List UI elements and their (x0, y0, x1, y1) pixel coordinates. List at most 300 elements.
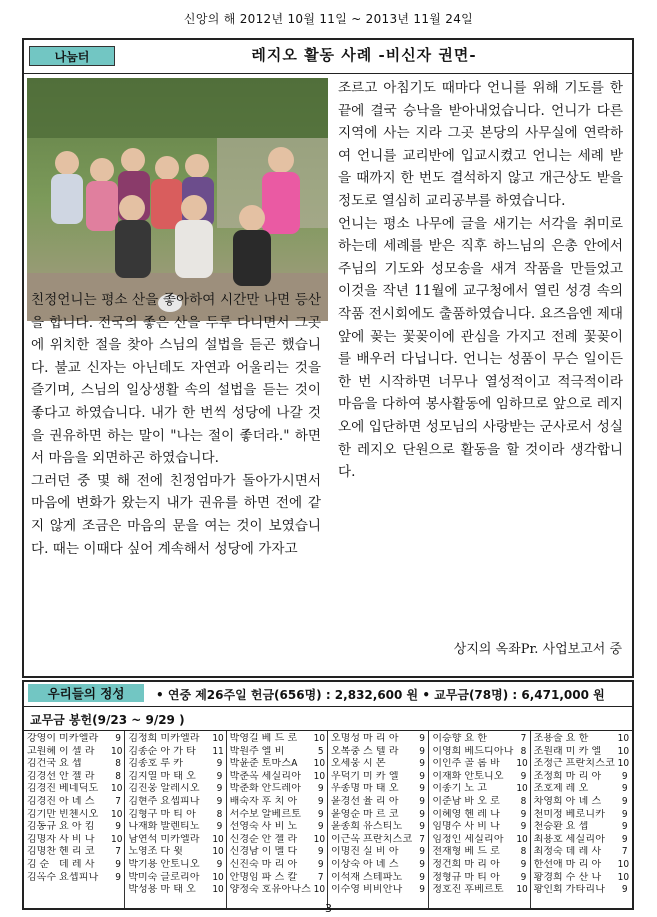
donor-name: 임정인 (432, 833, 462, 845)
donor-count: 9 (419, 770, 425, 782)
donor-row (328, 733, 428, 746)
donor-name: 이종기 (432, 783, 462, 795)
donor-count: 8 (216, 808, 223, 820)
donor-count: 7 (520, 733, 527, 744)
donor-count: 10 (313, 758, 326, 770)
donor-name: 강영이 (27, 733, 56, 744)
donor-name: 이상숙 (331, 858, 360, 870)
donor-row (227, 821, 327, 834)
donor-baptismal-name: 수 산 나 (565, 871, 602, 883)
donor-count: 9 (216, 821, 223, 833)
donor-name: 이인주 (432, 758, 462, 770)
donor-row (328, 796, 428, 809)
article-title: 레지오 활동 사례 -비신자 권면- (251, 46, 477, 64)
donor-row (227, 809, 327, 822)
donor-name: 이수영 (331, 884, 360, 896)
donor-name: 김옥수 (27, 871, 56, 883)
donor-count: 10 (212, 846, 224, 858)
article-title-bar (24, 40, 632, 74)
donor-baptismal-name: 바 오 로 (464, 795, 501, 807)
donor-row (227, 872, 327, 885)
donor-row (328, 746, 428, 759)
donor-row (328, 846, 428, 859)
donor-row (24, 771, 124, 784)
donor-count: 9 (115, 858, 121, 870)
donor-grid (24, 731, 632, 908)
donor-count: 7 (115, 846, 121, 858)
donor-count: 8 (520, 846, 527, 858)
donor-name: 김 순 (27, 858, 50, 870)
donor-count: 10 (212, 733, 224, 744)
donor-count: 9 (115, 733, 121, 744)
donor-baptismal-name: 가타리나 (565, 884, 606, 896)
donor-row (531, 846, 632, 859)
donor-row (227, 771, 327, 784)
donor-name: 나재화 (128, 821, 158, 833)
donor-name: 조용술 (533, 733, 563, 744)
donor-baptismal-name: 파 스 칼 (261, 871, 298, 883)
article-frame (22, 38, 634, 678)
donor-count: 9 (520, 821, 527, 833)
donor-name: 김명찬 (27, 846, 56, 858)
page-header: 신앙의 해 2012년 10월 11일 ~ 2013년 11월 24일 (183, 12, 474, 26)
donor-count: 10 (313, 733, 326, 744)
donor-name: 최용호 (533, 833, 563, 845)
donor-count: 9 (317, 858, 324, 870)
donor-name: 김현주 (128, 795, 158, 807)
donor-baptismal-name: 마 태 오 (160, 884, 197, 896)
donor-count: 9 (520, 871, 527, 883)
donor-count: 9 (317, 846, 324, 858)
donor-count: 7 (419, 833, 425, 845)
donor-baptismal-name: 요 아 킴 (59, 821, 95, 833)
donor-row (24, 834, 124, 847)
donor-row (429, 796, 529, 809)
donor-baptismal-name: 율 리 아 (363, 795, 399, 807)
donor-name: 고원혜 (27, 745, 56, 757)
donor-count: 9 (216, 783, 223, 795)
donor-baptismal-name: 사 비 나 (59, 833, 95, 845)
donor-name: 서수보 (229, 808, 259, 820)
donor-baptismal-name: 알레시오 (160, 783, 200, 795)
donor-row (429, 859, 529, 872)
donor-name: 이승향 (432, 733, 462, 744)
donor-baptismal-name: 데 레 사 (59, 858, 95, 870)
donor-baptismal-name: 사 비 노 (261, 821, 298, 833)
donor-row (125, 746, 225, 759)
donor-baptismal-name: 세실리아 (464, 833, 504, 845)
donor-count: 9 (419, 846, 425, 858)
donor-baptismal-name: 빈첸시오 (59, 808, 99, 820)
donor-count: 9 (419, 733, 425, 744)
donor-count: 9 (621, 821, 628, 833)
donor-name: 전재형 (432, 846, 462, 858)
donor-name: 조호제 (533, 783, 563, 795)
donor-row (227, 758, 327, 771)
donor-name: 김건국 (27, 758, 56, 770)
donor-row (429, 846, 529, 859)
donor-count: 9 (419, 884, 425, 896)
donor-row (227, 884, 327, 897)
paragraph: 친정언니는 평소 산을 좋아하여 시간만 나면 등산을 합니다. 전국의 좋은 산을 두루 다니면서 그곳에 위치한 절을 찾아 스님의 설법을 듣곤 했습니다. 불교 신자는 아닌데도 자연과 어울리는 것을 즐기며, 스님의 일상생활 속의 설법을 듣는 것이 좋다고 하였습니다. 내가 한 번씩 성당에 나갈 것을 권유하면 하는 말이 "나는 절이 좋더라." 하면서 마음을 외면하곤 하였습니다. (31, 292, 321, 467)
donor-count: 9 (419, 758, 425, 770)
donor-row (531, 758, 632, 771)
donor-name: 이준남 (432, 795, 462, 807)
donor-row (125, 834, 225, 847)
donor-name: 이근옥 (331, 833, 360, 845)
donor-baptismal-name: 안드레아 (261, 783, 302, 795)
donor-count: 10 (617, 745, 630, 757)
donor-baptismal-name: 마 르 코 (363, 808, 399, 820)
donor-baptismal-name: 프란치스코 (363, 833, 413, 845)
donor-name: 신경순 (229, 833, 259, 845)
donor-name: 신경남 (229, 846, 259, 858)
donor-count: 9 (317, 783, 324, 795)
donor-count: 9 (520, 858, 527, 870)
donor-count: 10 (313, 833, 326, 845)
donor-count: 9 (621, 795, 628, 807)
donor-row (531, 733, 632, 746)
donor-baptismal-name: 발렌티노 (160, 821, 200, 833)
donor-count: 9 (621, 833, 628, 845)
donor-baptismal-name: 실 비 아 (363, 846, 399, 858)
donor-baptismal-name: 미카엘라 (59, 733, 99, 744)
donor-name: 정형규 (432, 871, 462, 883)
donor-row (429, 771, 529, 784)
donation-label: 우리들의 정성 (28, 684, 144, 702)
donor-name: 박춘옥 (229, 770, 259, 782)
donor-name: 차영희 (533, 795, 563, 807)
donor-name: 김지열 (128, 770, 158, 782)
donor-name: 황경희 (533, 871, 563, 883)
donor-name: 남연석 (128, 833, 158, 845)
donor-count: 10 (516, 833, 528, 845)
donor-name: 신진숙 (229, 858, 259, 870)
donor-baptismal-name: 요 셉 (565, 821, 589, 833)
donor-count: 9 (520, 770, 527, 782)
donor-name: 박춘화 (229, 783, 259, 795)
donor-row (328, 821, 428, 834)
donor-baptismal-name: 안 젤 라 (59, 770, 95, 782)
donor-row (227, 796, 327, 809)
donor-baptismal-name: 헨 리 코 (59, 846, 95, 858)
donor-row (429, 733, 529, 746)
donor-name: 김진웅 (128, 783, 158, 795)
donor-baptismal-name: 세실리아 (565, 833, 606, 845)
donor-count: 9 (216, 795, 223, 807)
donor-count: 10 (111, 745, 123, 757)
week-label: 교무금 봉헌(9/23 ~ 9/29 ) (30, 713, 185, 727)
donor-name: 윤경선 (331, 795, 360, 807)
donor-row (125, 872, 225, 885)
donor-baptismal-name: 마 리 아 (565, 858, 602, 870)
donor-name: 박미숙 (128, 871, 158, 883)
donor-row (24, 783, 124, 796)
donor-baptismal-name: 미 카 엘 (363, 770, 399, 782)
donor-row (531, 809, 632, 822)
donor-count: 10 (516, 758, 528, 770)
donation-bar (24, 682, 632, 707)
donor-baptismal-name: 스 텔 라 (363, 745, 399, 757)
donor-count: 10 (212, 884, 224, 896)
donor-row (429, 821, 529, 834)
donor-baptismal-name: 베로니카 (565, 808, 606, 820)
donor-baptismal-name: 노 고 (464, 783, 488, 795)
donor-count: 9 (520, 808, 527, 820)
donor-row (227, 834, 327, 847)
donor-row (227, 783, 327, 796)
donor-baptismal-name: 요셉피나 (59, 871, 99, 883)
group-photo-image (27, 78, 328, 321)
donor-baptismal-name: 유스티노 (363, 821, 403, 833)
article-column-right (338, 77, 623, 484)
donor-name: 박영길 (229, 733, 259, 744)
donor-baptismal-name: 아 녜 스 (363, 858, 399, 870)
donor-row (429, 834, 529, 847)
donor-baptismal-name: 마 리 아 (565, 770, 602, 782)
donor-row (227, 846, 327, 859)
donor-row (125, 758, 225, 771)
donor-baptismal-name: 베네딕도 (59, 783, 99, 795)
donor-row (429, 783, 529, 796)
donor-name: 노영조 (128, 846, 158, 858)
donor-baptismal-name: 아 녜 스 (59, 795, 95, 807)
donor-count: 10 (212, 871, 224, 883)
donor-count: 10 (111, 808, 123, 820)
donor-count: 7 (317, 871, 324, 883)
donor-count: 9 (317, 808, 324, 820)
donor-count: 10 (617, 758, 630, 770)
donor-row (227, 746, 327, 759)
donor-baptismal-name: 안 젤 라 (261, 833, 298, 845)
donor-name: 조정근 (533, 758, 563, 770)
donor-name: 김경진 (27, 783, 56, 795)
donor-count: 10 (516, 884, 528, 896)
donor-name: 최정숙 (533, 846, 563, 858)
donor-row (531, 796, 632, 809)
donor-row (429, 746, 529, 759)
donor-count: 9 (419, 808, 425, 820)
donor-row (125, 884, 225, 897)
donor-row (328, 758, 428, 771)
donor-count: 10 (111, 783, 123, 795)
donor-row (24, 796, 124, 809)
donor-name: 선영숙 (229, 821, 259, 833)
donor-baptismal-name: 미 카 엘 (565, 745, 602, 757)
donor-row (24, 859, 124, 872)
donor-baptismal-name: 시 몬 (363, 758, 386, 770)
donor-baptismal-name: 헨 레 나 (464, 808, 501, 820)
donor-count: 8 (520, 745, 527, 757)
donor-count: 9 (419, 821, 425, 833)
donor-baptismal-name: 엘 비 (261, 745, 285, 757)
donor-count: 9 (317, 795, 324, 807)
donor-count: 9 (115, 871, 121, 883)
donor-baptismal-name: 마 티 아 (464, 871, 501, 883)
donor-name: 황인회 (533, 884, 563, 896)
donor-count: 9 (419, 783, 425, 795)
donor-count: 7 (115, 795, 121, 807)
donor-name: 조원래 (533, 745, 563, 757)
donor-baptismal-name: 마 리 아 (261, 858, 298, 870)
donor-row (531, 746, 632, 759)
donor-count: 10 (212, 833, 224, 845)
donor-name: 오세웅 (331, 758, 360, 770)
donor-count: 10 (111, 833, 123, 845)
donor-row (328, 783, 428, 796)
donor-row (125, 809, 225, 822)
donor-column (429, 731, 530, 908)
donor-name: 김종호 (128, 758, 158, 770)
donor-baptismal-name: 마 태 오 (160, 770, 197, 782)
donor-baptismal-name: 요 한 (565, 733, 589, 744)
donor-name: 우종명 (331, 783, 360, 795)
donor-row (24, 758, 124, 771)
donor-row (531, 872, 632, 885)
donor-name: 오명성 (331, 733, 360, 744)
donor-count: 5 (317, 745, 324, 757)
donor-count: 10 (617, 733, 630, 744)
donation-box (22, 680, 634, 910)
donor-row (328, 872, 428, 885)
donor-count: 9 (317, 821, 324, 833)
paragraph: 그러던 중 몇 해 전에 친정엄마가 돌아가시면서 마음에 변화가 왔는지 내가 권유를 하면 전에 같지 않게 조금은 마음의 문을 여는 것이 보였습니다. 때는 이때다 싶어 계속해서 성당에 가자고 (31, 472, 321, 557)
donor-name: 한선애 (533, 858, 563, 870)
donor-count: 7 (621, 846, 628, 858)
donor-count: 8 (115, 770, 121, 782)
donor-name: 배숙자 (229, 795, 259, 807)
donor-row (429, 884, 529, 897)
donor-name: 천미정 (533, 808, 563, 820)
donor-name: 이석재 (331, 871, 360, 883)
donor-row (227, 733, 327, 746)
donor-baptismal-name: 스테파노 (363, 871, 403, 883)
donor-baptismal-name: 후 치 아 (261, 795, 298, 807)
donor-baptismal-name: 마 티 아 (160, 808, 197, 820)
donor-baptismal-name: 알베르토 (261, 808, 302, 820)
donor-column (328, 731, 429, 908)
donor-count: 9 (419, 745, 425, 757)
donor-column (24, 731, 125, 908)
article-column-left (31, 289, 321, 560)
donor-column (531, 731, 632, 908)
donor-row (24, 846, 124, 859)
donor-name: 안명임 (229, 871, 259, 883)
donor-baptismal-name: 이 셀 라 (59, 745, 95, 757)
donor-row (125, 771, 225, 784)
donor-row (328, 859, 428, 872)
donor-baptismal-name: 이 멜 다 (261, 846, 298, 858)
donor-count: 8 (115, 758, 121, 770)
donor-row (24, 872, 124, 885)
donor-name: 임명수 (432, 821, 462, 833)
donation-summary: • 연중 제26주일 헌금(656명) : 2,832,600 원 • 교무금(78명) : 6,471,000 원 (156, 688, 605, 702)
donor-baptismal-name: 안토니오 (464, 770, 504, 782)
donor-name: 이명진 (331, 846, 360, 858)
donor-row (429, 758, 529, 771)
donor-row (24, 821, 124, 834)
donor-name: 조정희 (533, 770, 563, 782)
donor-row (328, 884, 428, 897)
donor-count: 9 (419, 795, 425, 807)
donor-count: 9 (621, 808, 628, 820)
donor-row (531, 859, 632, 872)
donor-row (531, 834, 632, 847)
donor-row (24, 733, 124, 746)
donor-name: 박성용 (128, 884, 158, 896)
donor-row (429, 872, 529, 885)
donor-row (328, 771, 428, 784)
donor-row (125, 783, 225, 796)
donor-row (125, 733, 225, 746)
donor-baptismal-name: 베 드 로 (261, 733, 298, 744)
donor-count: 10 (313, 770, 326, 782)
donor-count: 10 (617, 858, 630, 870)
donor-name: 김경진 (27, 795, 56, 807)
donor-count: 9 (115, 821, 121, 833)
donor-baptismal-name: 마 태 오 (363, 783, 399, 795)
donor-name: 이재화 (432, 770, 462, 782)
donor-baptismal-name: 데 레 사 (565, 846, 602, 858)
donor-baptismal-name: 요셉피나 (160, 795, 200, 807)
donor-count: 10 (313, 884, 326, 896)
donor-count: 9 (216, 758, 223, 770)
donor-row (531, 821, 632, 834)
donor-baptismal-name: 베 드 로 (464, 846, 501, 858)
article-signature: 상지의 옥좌Pr. 사업보고서 중 (453, 642, 622, 657)
donor-name: 이혜영 (432, 808, 462, 820)
donor-row (125, 846, 225, 859)
paragraph: 언니는 평소 나무에 글을 새기는 서각을 취미로 하는데 세례를 받은 직후 하느님의 은총 안에서 주님의 기도와 성모송을 새겨 작품을 만들었고 이것을 작년 11월에 교구청에서 열린 성경 속의 작품 전시회에도 출품하였습니다. 요즈음엔 제대 앞에 꽂는 꽃꽂이에 관심을 가지고 전례 꽃꽂이를 배우러 다닙니다. 언니는 성품이 무슨 일이든 한 번 시작하면 너무나 열성적이고 적극적이라 마음을 다하여 봉사활동에 임하므로 앞으로 레지오에 입단하면 성모님의 사랑받는 군사로서 성실한 레지오 단원으로 활동을 할 것이라 생각합니다. (338, 215, 623, 481)
donor-baptismal-name: 루 카 (160, 758, 184, 770)
donor-count: 10 (516, 783, 528, 795)
donor-count: 9 (419, 858, 425, 870)
donor-count: 8 (520, 795, 527, 807)
donor-name: 김형구 (128, 808, 158, 820)
donor-baptismal-name: 미카엘라 (160, 833, 200, 845)
donor-row (125, 796, 225, 809)
group-photo (27, 78, 328, 321)
donor-name: 김정희 (128, 733, 158, 744)
donor-name: 정건희 (432, 858, 462, 870)
donor-baptismal-name: 프란치스코 (565, 758, 615, 770)
donor-baptismal-name: 다 윗 (160, 846, 184, 858)
donor-row (429, 809, 529, 822)
donor-name: 윤영순 (331, 808, 360, 820)
donor-count: 10 (617, 871, 630, 883)
donor-baptismal-name: 비비안나 (363, 884, 403, 896)
donor-baptismal-name: 미카엘라 (160, 733, 200, 744)
donor-column (125, 731, 226, 908)
donor-baptismal-name: 후베르토 (464, 884, 504, 896)
donor-baptismal-name: 베드디아나 (464, 745, 514, 757)
donor-name: 박윤준 (229, 758, 259, 770)
donor-name: 김동규 (27, 821, 56, 833)
donor-baptismal-name: 안토니오 (160, 858, 200, 870)
donor-row (125, 859, 225, 872)
donor-row (24, 746, 124, 759)
donor-count: 9 (216, 770, 223, 782)
donor-baptismal-name: 호유아나스 (261, 884, 311, 896)
donor-baptismal-name: 아 녜 스 (565, 795, 602, 807)
donor-baptismal-name: 아 가 타 (160, 745, 197, 757)
week-bar (24, 707, 632, 731)
donor-baptismal-name: 세실리아 (261, 770, 302, 782)
donor-name: 양정숙 (229, 884, 259, 896)
donor-name: 박원주 (229, 745, 259, 757)
paragraph: 조르고 아침기도 때마다 언니를 위해 기도를 한 끝에 결국 승낙을 받아내었습니다. 언니가 다른 지역에 사는 지라 그곳 본당의 사무실에 연락하여 언니를 교리반에 입교시켰고 언니는 세례 받을 때까지 한 번도 결석하지 않고 개근상도 받을 정도로 열심히 교리공부를 하였습니다. (338, 80, 623, 209)
donor-row (531, 884, 632, 897)
